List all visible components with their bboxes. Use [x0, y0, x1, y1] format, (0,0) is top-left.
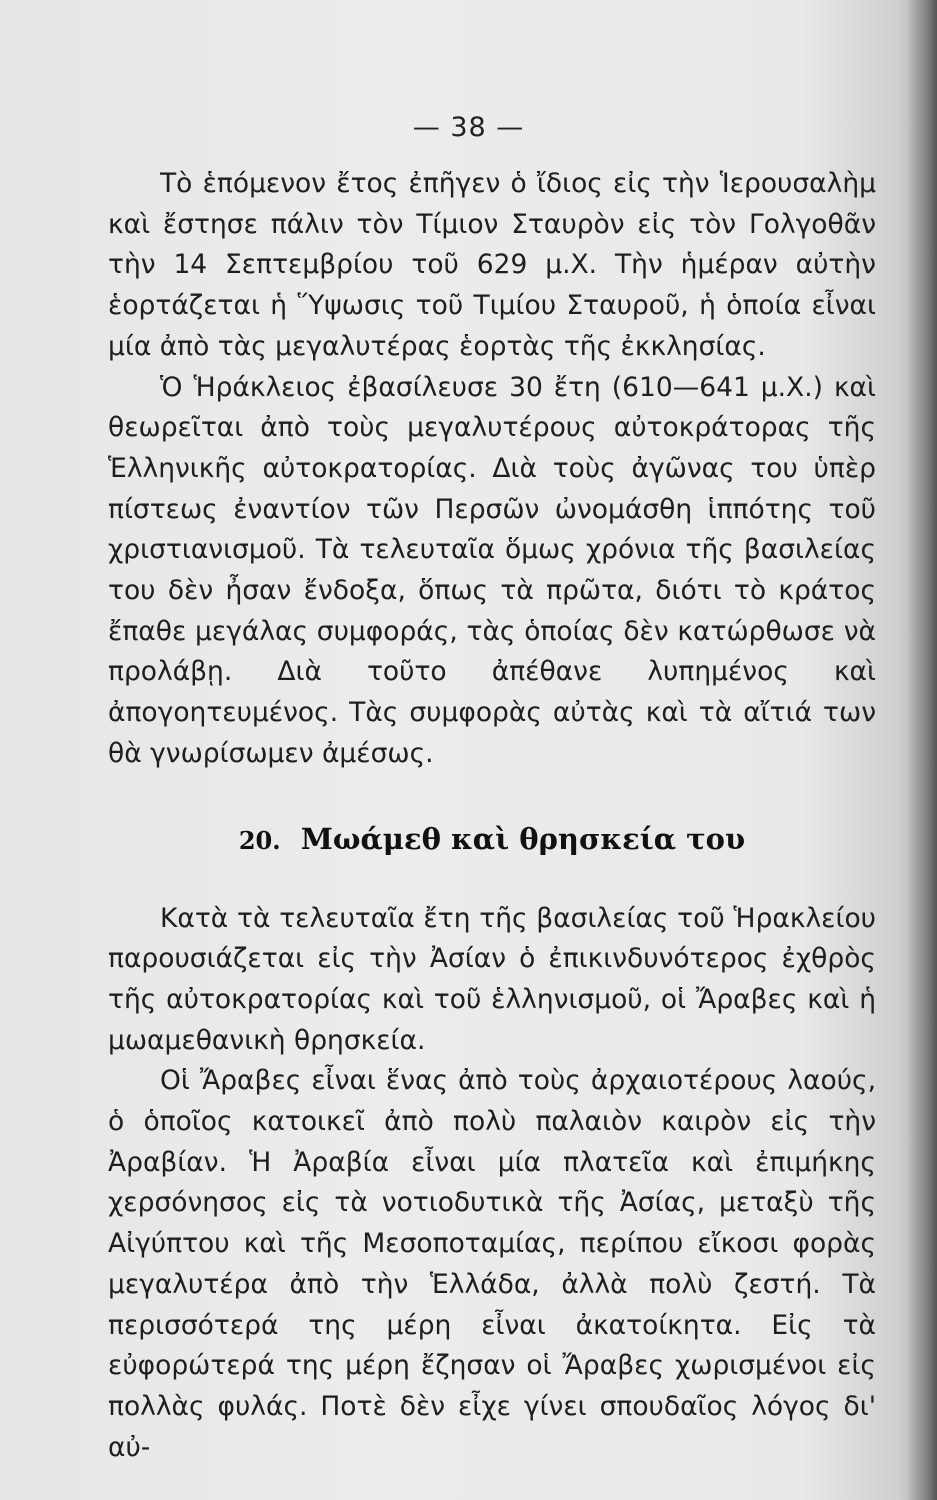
page-number: — 38 —	[412, 112, 525, 143]
section-heading	[108, 819, 876, 861]
paragraph: Ὁ Ἡράκλειος ἐβασίλευσε 30 ἔτη (610—641 μ.Χ.) καὶ θεωρεῖται ἀπὸ τοὺς μεγαλυτέρους αὐτοκράτορας τῆς Ἑλληνικῆς αὐτοκρατορίας. Διὰ τοὺς ἀγῶνας του ὑπὲρ πίστεως ἐναντίον τῶν Περσῶν ὠνομάσθη ἱππότης τοῦ χριστιανισμοῦ. Τὰ τελευταῖα ὅμως χρόνια τῆς βασιλείας του δὲν ἦσαν ἔνδοξα, ὅπως τὰ πρῶτα, διότι τὸ κράτος ἔπαθε μεγάλας συμφοράς, τὰς ὁποίας δὲν κατώρθωσε νὰ προλάβῃ. Διὰ τοῦτο ἀπέθανε λυπημένος καὶ ἀπογοητευμένος. Τὰς συμφορὰς αὐτὰς καὶ τὰ αἴτιά των θὰ γνωρίσωμεν ἀμέσως.	[108, 371, 876, 769]
paragraph: Κατὰ τὰ τελευταῖα ἔτη τῆς βασιλείας τοῦ Ἡρακλείου παρουσιάζεται εἰς τὴν Ἀσίαν ὁ ἐπικινδυνότερος ἐχθρὸς τῆς αὐτοκρατορίας καὶ τοῦ ἑλληνισμοῦ, οἱ Ἄραβες καὶ ἡ μωαμεθανικὴ θρησκεία.	[108, 902, 876, 1056]
spine-shadow	[907, 0, 937, 1500]
page-body	[108, 164, 876, 1468]
section-number: 20.	[238, 825, 281, 855]
paragraph: Οἱ Ἄραβες εἶναι ἕνας ἀπὸ τοὺς ἀρχαιοτέρους λαούς, ὁ ὁποῖος κατοικεῖ ἀπὸ πολὺ παλαιὸν καιρὸν εἰς τὴν Ἀραβίαν. Ἡ Ἀραβία εἶναι μία πλατεῖα καὶ ἐπιμήκης χερσόνησος εἰς τὰ νοτιοδυτικὰ τῆς Ἀσίας, μεταξὺ τῆς Αἰγύπτου καὶ τῆς Μεσοποταμίας, περίπου εἴκοσι φορὰς μεγαλυτέρα ἀπὸ τὴν Ἑλλάδα, ἀλλὰ πολὺ ζεστή. Τὰ περισσότερά της μέρη εἶναι ἀκατοίκητα. Εἰς τὰ εὐφορώτερά της μέρη ἔζησαν οἱ Ἄραβες χωρισμένοι εἰς πολλὰς φυλάς. Ποτὲ δὲν εἶχε γίνει σπουδαῖος λόγος δι' αὐ-	[108, 1065, 876, 1463]
section-title: Μωάμεθ καὶ θρησκεία του	[300, 821, 746, 856]
paragraph: Τὸ ἑπόμενον ἔτος ἐπῆγεν ὁ ἴδιος εἰς τὴν Ἱερουσαλὴμ καὶ ἔστησε πάλιν τὸν Τίμιον Σταυρὸν εἰς τὸν Γολγοθᾶν τὴν 14 Σεπτεμβρίου τοῦ 629 μ.Χ. Τὴν ἡμέραν αὐτὴν ἑορτάζεται ἡ Ὕψωσις τοῦ Τιμίου Σταυροῦ, ἡ ὁποία εἶναι μία ἀπὸ τὰς μεγαλυτέρας ἑορτὰς τῆς ἐκκλησίας.	[108, 168, 876, 362]
